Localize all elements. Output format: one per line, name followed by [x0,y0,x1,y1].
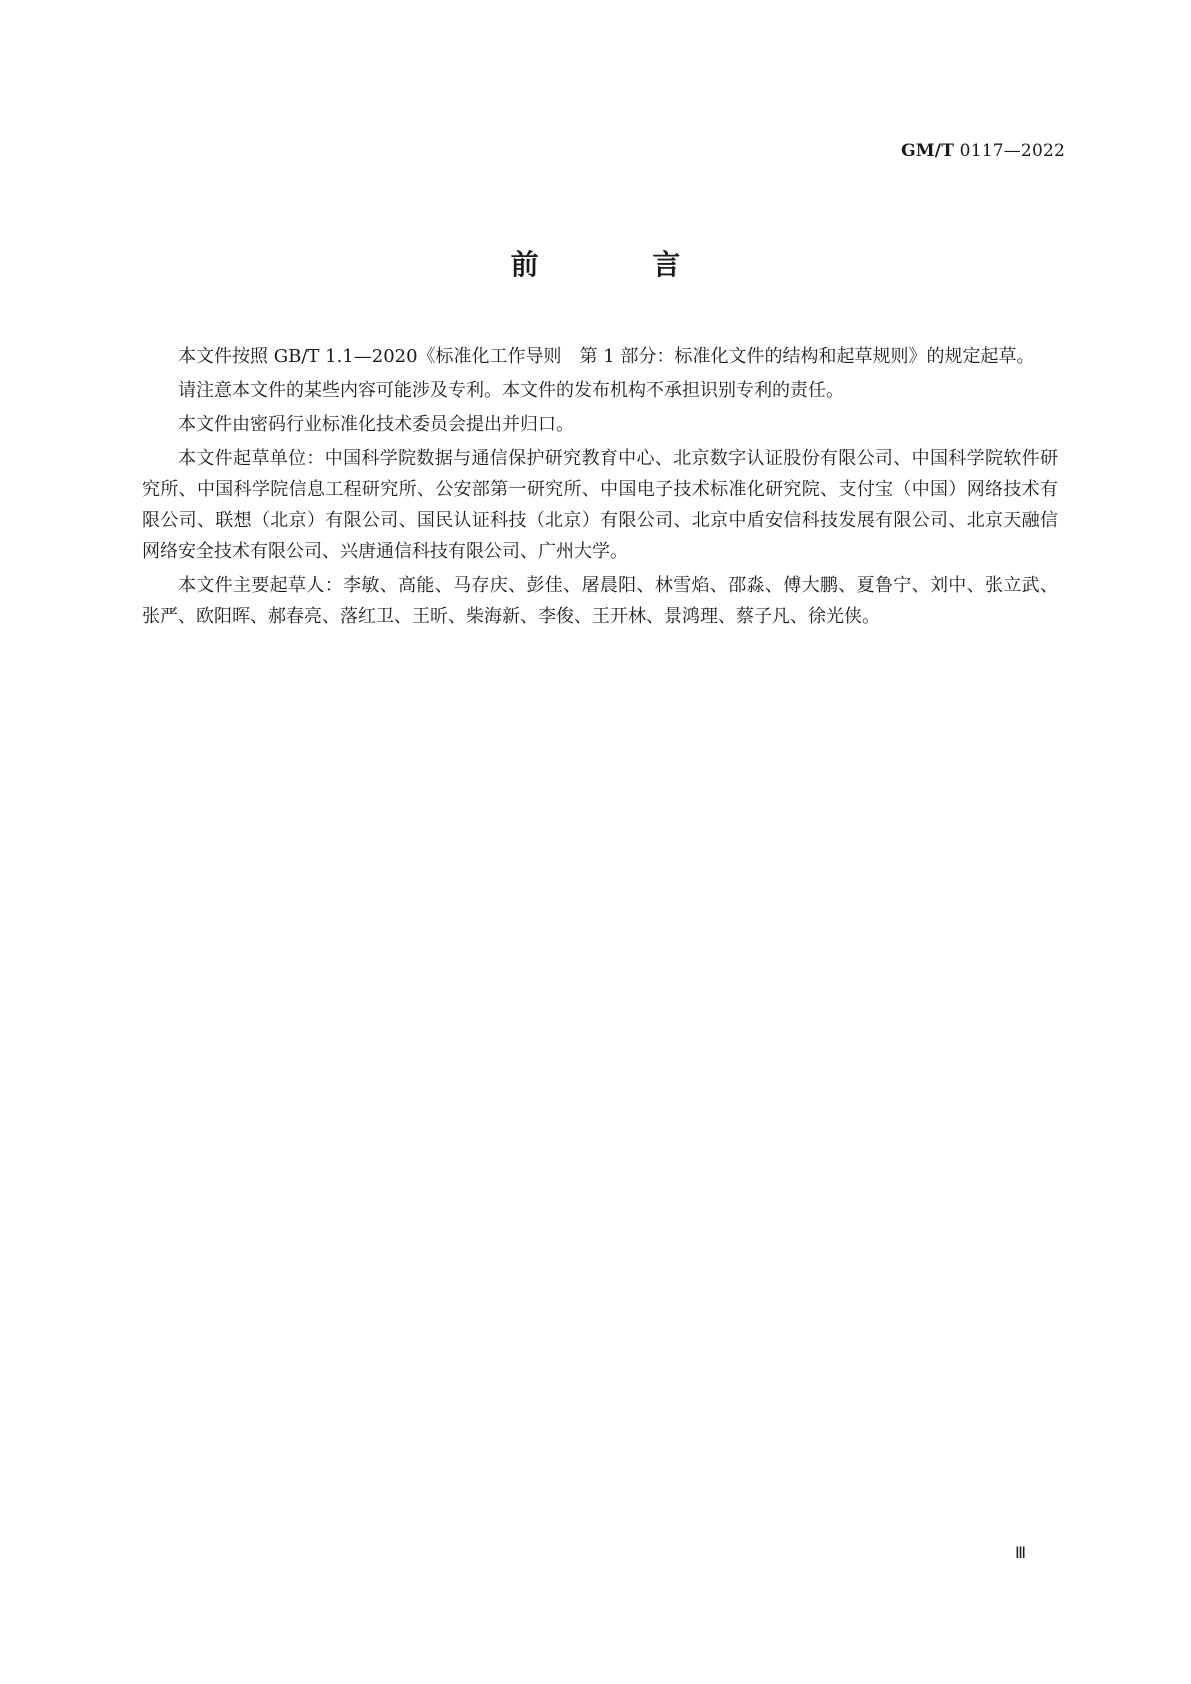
page-title: 前 言 [510,248,733,281]
foreword-body [142,341,1058,635]
paragraph-patent-notice: 请注意本文件的某些内容可能涉及专利。本文件的发布机构不承担识别专利的责任。 [178,380,844,401]
paragraph-drafting-rules: 本文件按照 GB/T 1.1—2020《标准化工作导则 第 1 部分：标准化文件的结构和起草规则》的规定起草。 [178,346,1035,367]
standard-code-number: 0117—2022 [959,141,1065,161]
paragraph-proposer: 本文件由密码行业标准化技术委员会提出并归口。 [178,414,574,435]
standard-code [901,141,1065,161]
standard-code-prefix: GM/T [901,141,955,161]
paragraph-drafting-units: 本文件起草单位：中国科学院数据与通信保护研究教育中心、北京数字认证股份有限公司、中国科学院软件研究所、中国科学院信息工程研究所、公安部第一研究所、中国电子技术标准化研究院、支付宝（中国）网络技术有限公司、联想（北京）有限公司、国民认证科技（北京）有限公司、北京中盾安信科技发展有限公司、北京天融信网络安全技术有限公司、兴唐通信科技有限公司、广州大学。 [142,448,1058,562]
page-number: Ⅲ [1014,1545,1026,1562]
paragraph-drafters: 本文件主要起草人：李敏、高能、马存庆、彭佳、屠晨阳、林雪焰、邵淼、傅大鹏、夏鲁宁、刘中、张立武、张严、欧阳晖、郝春亮、落红卫、王昕、柴海新、李俊、王开林、景鸿理、蔡子凡、徐光侠。 [142,575,1058,627]
